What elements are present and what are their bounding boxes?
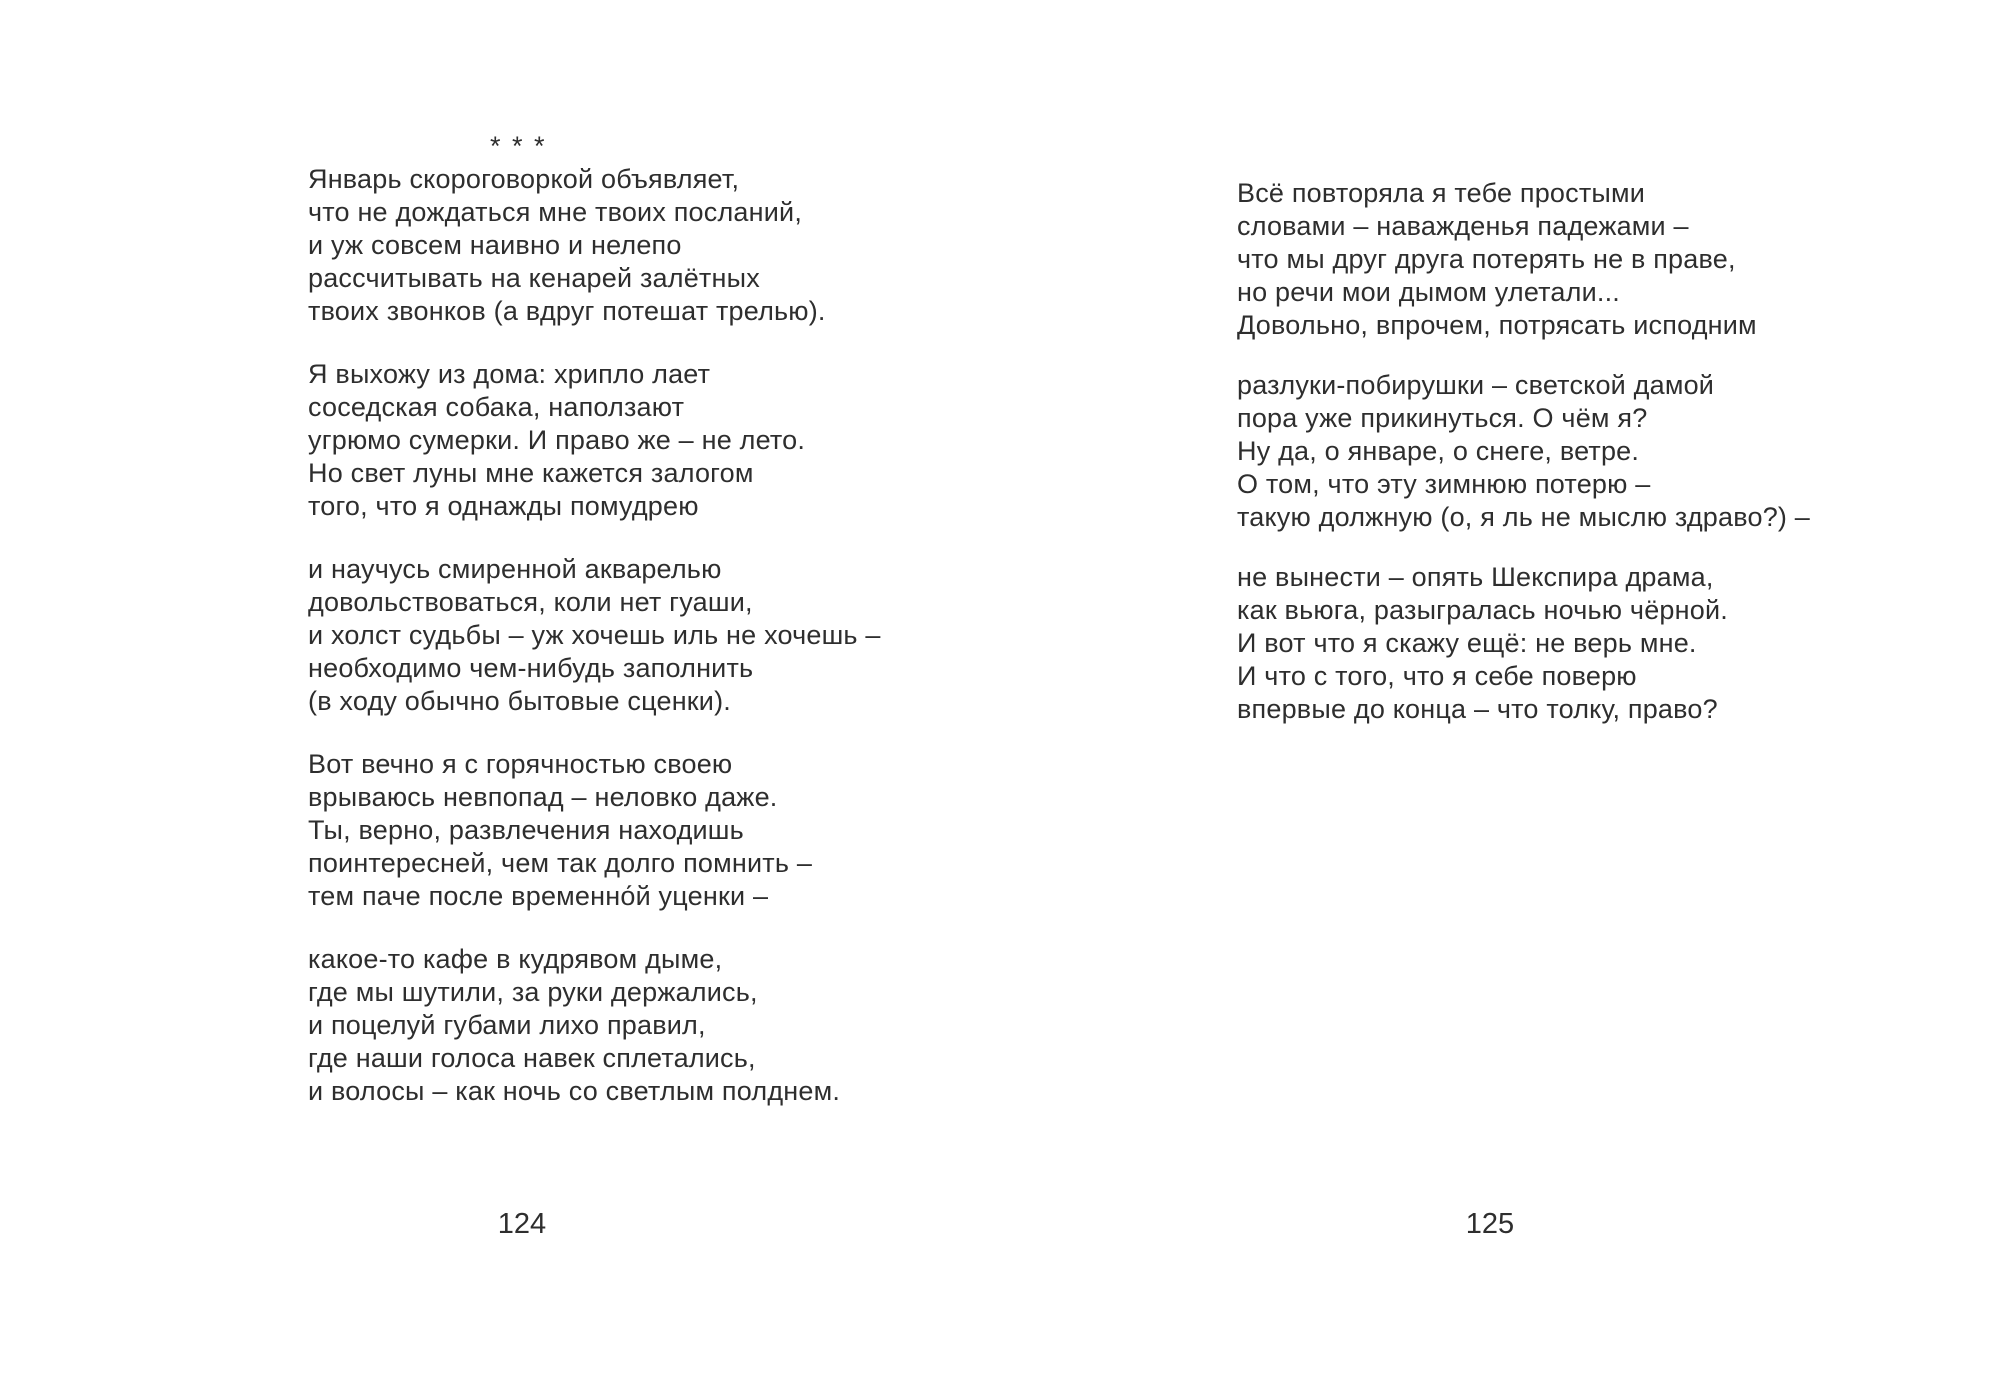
poem-line: соседская собака, наползают — [308, 392, 685, 422]
poem-line: И вот что я скажу ещё: не верь мне. — [1237, 628, 1697, 658]
poem-line: довольствоваться, коли нет гуаши, — [308, 587, 753, 617]
stanza — [308, 553, 881, 718]
poem-line: Но свет луны мне кажется залогом — [308, 458, 754, 488]
page-right-text — [1237, 177, 1810, 753]
poem-line: какое-то кафе в кудрявом дыме, — [308, 944, 723, 974]
poem-line: врываюсь невпопад – неловко даже. — [308, 782, 778, 812]
page-left-text — [308, 130, 881, 1138]
poem-line: тем паче после временно́й уценки – — [308, 881, 769, 911]
poem-line: того, что я однажды помудрею — [308, 491, 699, 521]
poem-line: и холст судьбы – уж хочешь иль не хочешь – — [308, 620, 881, 650]
poem-line: Всё повторяла я тебе простыми — [1237, 178, 1646, 208]
stanza-separator: * * * — [490, 131, 547, 161]
poem-line: и уж совсем наивно и нелепо — [308, 230, 682, 260]
poem-line: но речи мои дымом улетали... — [1237, 277, 1620, 307]
poem-line: как вьюга, разыгралась ночью чёрной. — [1237, 595, 1728, 625]
poem-line: и научусь смиренной акварелью — [308, 554, 722, 584]
poem-line: О том, что эту зимнюю потерю – — [1237, 469, 1651, 499]
poem-line: необходимо чем-нибудь заполнить — [308, 653, 754, 683]
stanza — [308, 358, 881, 523]
poem-line: что не дождаться мне твоих посланий, — [308, 197, 803, 227]
poem-line: поинтересней, чем так долго помнить – — [308, 848, 813, 878]
poem-line: твоих звонков (а вдруг потешат трелью). — [308, 296, 826, 326]
stanza — [308, 748, 881, 913]
poem-line: рассчитывать на кенарей залётных — [308, 263, 760, 293]
poem-line: (в ходу обычно бытовые сценки). — [308, 686, 731, 716]
poem-line: не вынести – опять Шекспира драма, — [1237, 562, 1714, 592]
poem-line: Ты, верно, развлечения находишь — [308, 815, 744, 845]
poem-line: Довольно, впрочем, потрясать исподним — [1237, 310, 1757, 340]
page-number-left: 124 — [497, 1208, 547, 1240]
stanza — [308, 163, 881, 328]
poem-line: пора уже прикинуться. О чём я? — [1237, 403, 1648, 433]
poem-line: и поцелуй губами лихо правил, — [308, 1010, 706, 1040]
poem-line: Я выхожу из дома: хрипло лает — [308, 359, 711, 389]
poem-line: Январь скороговоркой объявляет, — [308, 164, 740, 194]
poem-line: угрюмо сумерки. И право же – не лето. — [308, 425, 806, 455]
poem-line: разлуки-побирушки – светской дамой — [1237, 370, 1715, 400]
poem-line: такую должную (о, я ль не мыслю здраво?) – — [1237, 502, 1811, 532]
poem-line: где наши голоса навек сплетались, — [308, 1043, 756, 1073]
page-number-right: 125 — [1465, 1208, 1515, 1240]
stanza — [308, 943, 881, 1108]
stanza — [1237, 177, 1810, 342]
poem-line: впервые до конца – что толку, право? — [1237, 694, 1718, 724]
stanza — [1237, 561, 1810, 726]
poem-line: Вот вечно я с горячностью своею — [308, 749, 733, 779]
poem-line: где мы шутили, за руки держались, — [308, 977, 758, 1007]
poem-line: словами – наважденья падежами – — [1237, 211, 1689, 241]
poem-line: Ну да, о январе, о снеге, ветре. — [1237, 436, 1640, 466]
stanza — [1237, 369, 1810, 534]
poem-line: что мы друг друга потерять не в праве, — [1237, 244, 1736, 274]
poem-line: И что с того, что я себе поверю — [1237, 661, 1637, 691]
poem-line: и волосы – как ночь со светлым полднем. — [308, 1076, 841, 1106]
